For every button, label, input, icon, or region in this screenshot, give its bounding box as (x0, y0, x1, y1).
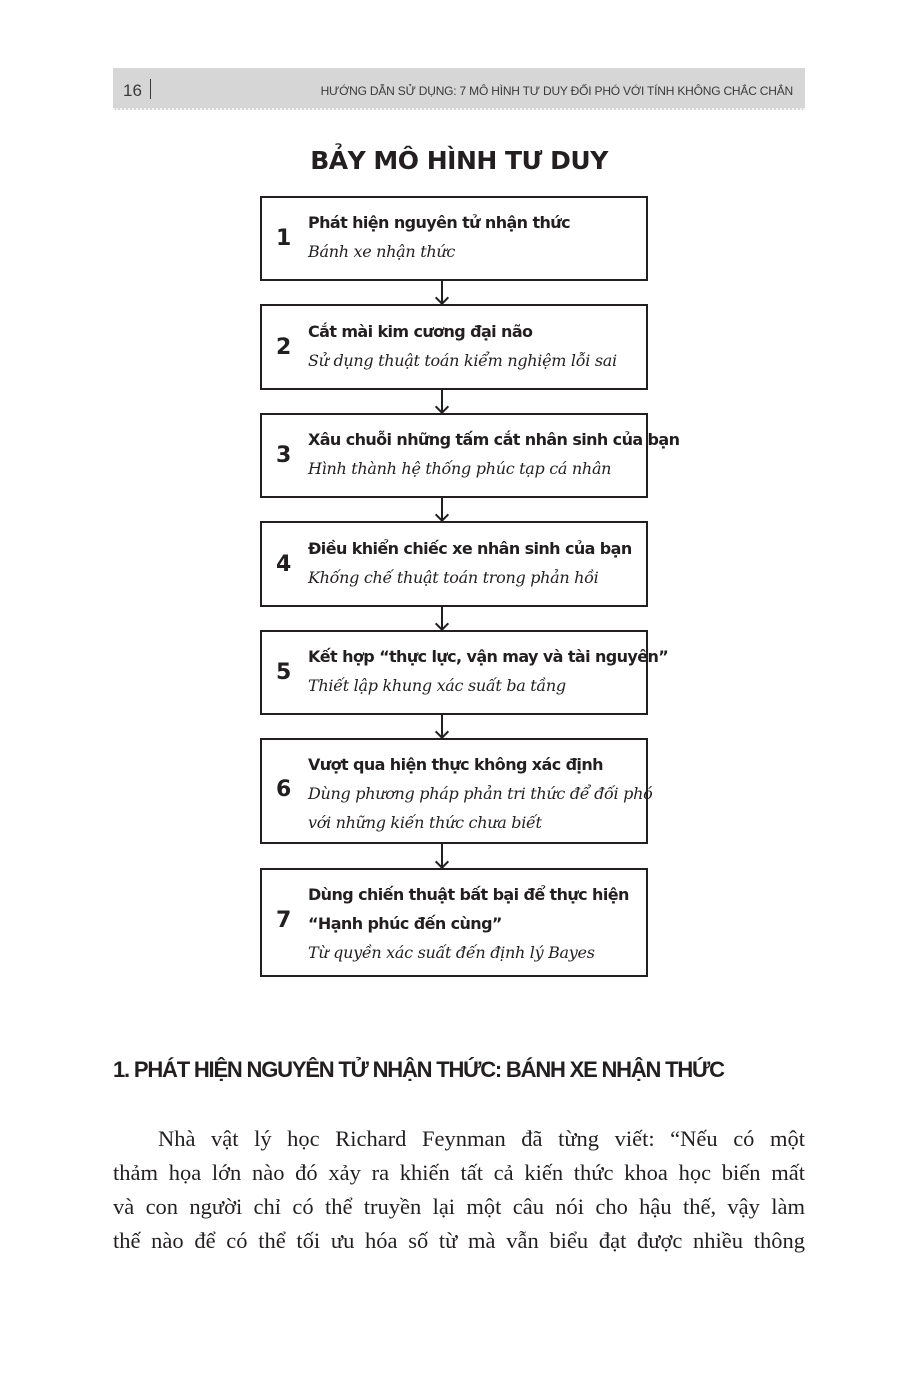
body-paragraph (113, 1122, 805, 1258)
step-number: 3 (276, 443, 292, 468)
arrow-down-icon (436, 607, 448, 630)
step-subtitle: Thiết lập khung xác suất ba tầng (308, 676, 566, 695)
flow-step-1 (260, 196, 648, 281)
step-number: 2 (276, 335, 292, 360)
paragraph-line: Nhà vật lý học Richard Feynman đã từng viết: “Nếu có một (158, 1126, 805, 1151)
arrow-down-icon (436, 844, 448, 868)
step-subtitle: Dùng phương pháp phản tri thức để đối phó (308, 784, 653, 803)
arrow-down-icon (436, 715, 448, 738)
paragraph-line: thế nào để có thể tối ưu hóa số từ mà vẫn biểu đạt được nhiều thông (113, 1228, 805, 1253)
step-subtitle: Sử dụng thuật toán kiểm nghiệm lỗi sai (308, 351, 617, 370)
page-number: 16 (123, 81, 142, 100)
step-number: 4 (276, 552, 292, 577)
step-number: 1 (276, 226, 292, 251)
step-number: 5 (276, 660, 292, 685)
step-title: Điều khiển chiếc xe nhân sinh của bạn (308, 539, 632, 558)
arrow-down-icon (436, 390, 448, 413)
flow-step-4 (260, 521, 648, 607)
step-title-line-2: “Hạnh phúc đến cùng” (308, 914, 502, 933)
arrow-down-icon (436, 498, 448, 521)
running-header (113, 68, 805, 110)
step-title: Vượt qua hiện thực không xác định (308, 755, 603, 774)
step-subtitle: Hình thành hệ thống phúc tạp cá nhân (308, 459, 612, 478)
flow-step-6 (260, 738, 653, 844)
step-title: Dùng chiến thuật bất bại để thực hiện (308, 885, 629, 904)
step-title: Cắt mài kim cương đại não (308, 322, 533, 341)
flow-step-2 (260, 304, 648, 390)
running-title: HƯỚNG DẪN SỬ DỤNG: 7 MÔ HÌNH TƯ DUY ĐỐI PHÓ VỚI TÍNH KHÔNG CHẮC CHẮN (320, 84, 793, 98)
step-subtitle: Khống chế thuật toán trong phản hồi (308, 568, 599, 587)
step-title: Kết hợp “thực lực, vận may và tài nguyên” (308, 647, 669, 666)
diagram-title: BẢY MÔ HÌNH TƯ DUY (310, 146, 608, 175)
flow-step-3 (260, 413, 680, 498)
step-number: 7 (276, 908, 292, 933)
flow-step-5 (260, 630, 669, 715)
arrow-down-icon (436, 281, 448, 304)
section-heading: 1. PHÁT HIỆN NGUYÊN TỬ NHẬN THỨC: BÁNH XE NHẬN THỨC (113, 1057, 724, 1082)
paragraph-line: thảm họa lớn nào đó xảy ra khiến tất cả kiến thức khoa học biến mất (113, 1160, 805, 1185)
step-title: Phát hiện nguyên tử nhận thức (308, 213, 570, 232)
step-title: Xâu chuỗi những tấm cắt nhân sinh của bạn (308, 430, 680, 449)
step-subtitle-line-2: với những kiến thức chưa biết (308, 813, 542, 832)
paragraph-line: và con người chỉ có thể truyền lại một câu nói cho hậu thế, vậy làm (113, 1194, 805, 1219)
header-divider (150, 79, 151, 99)
step-subtitle: Từ quyền xác suất đến định lý Bayes (308, 943, 595, 962)
flow-step-7 (260, 868, 648, 977)
step-subtitle: Bánh xe nhận thức (308, 242, 456, 261)
step-number: 6 (276, 777, 292, 802)
